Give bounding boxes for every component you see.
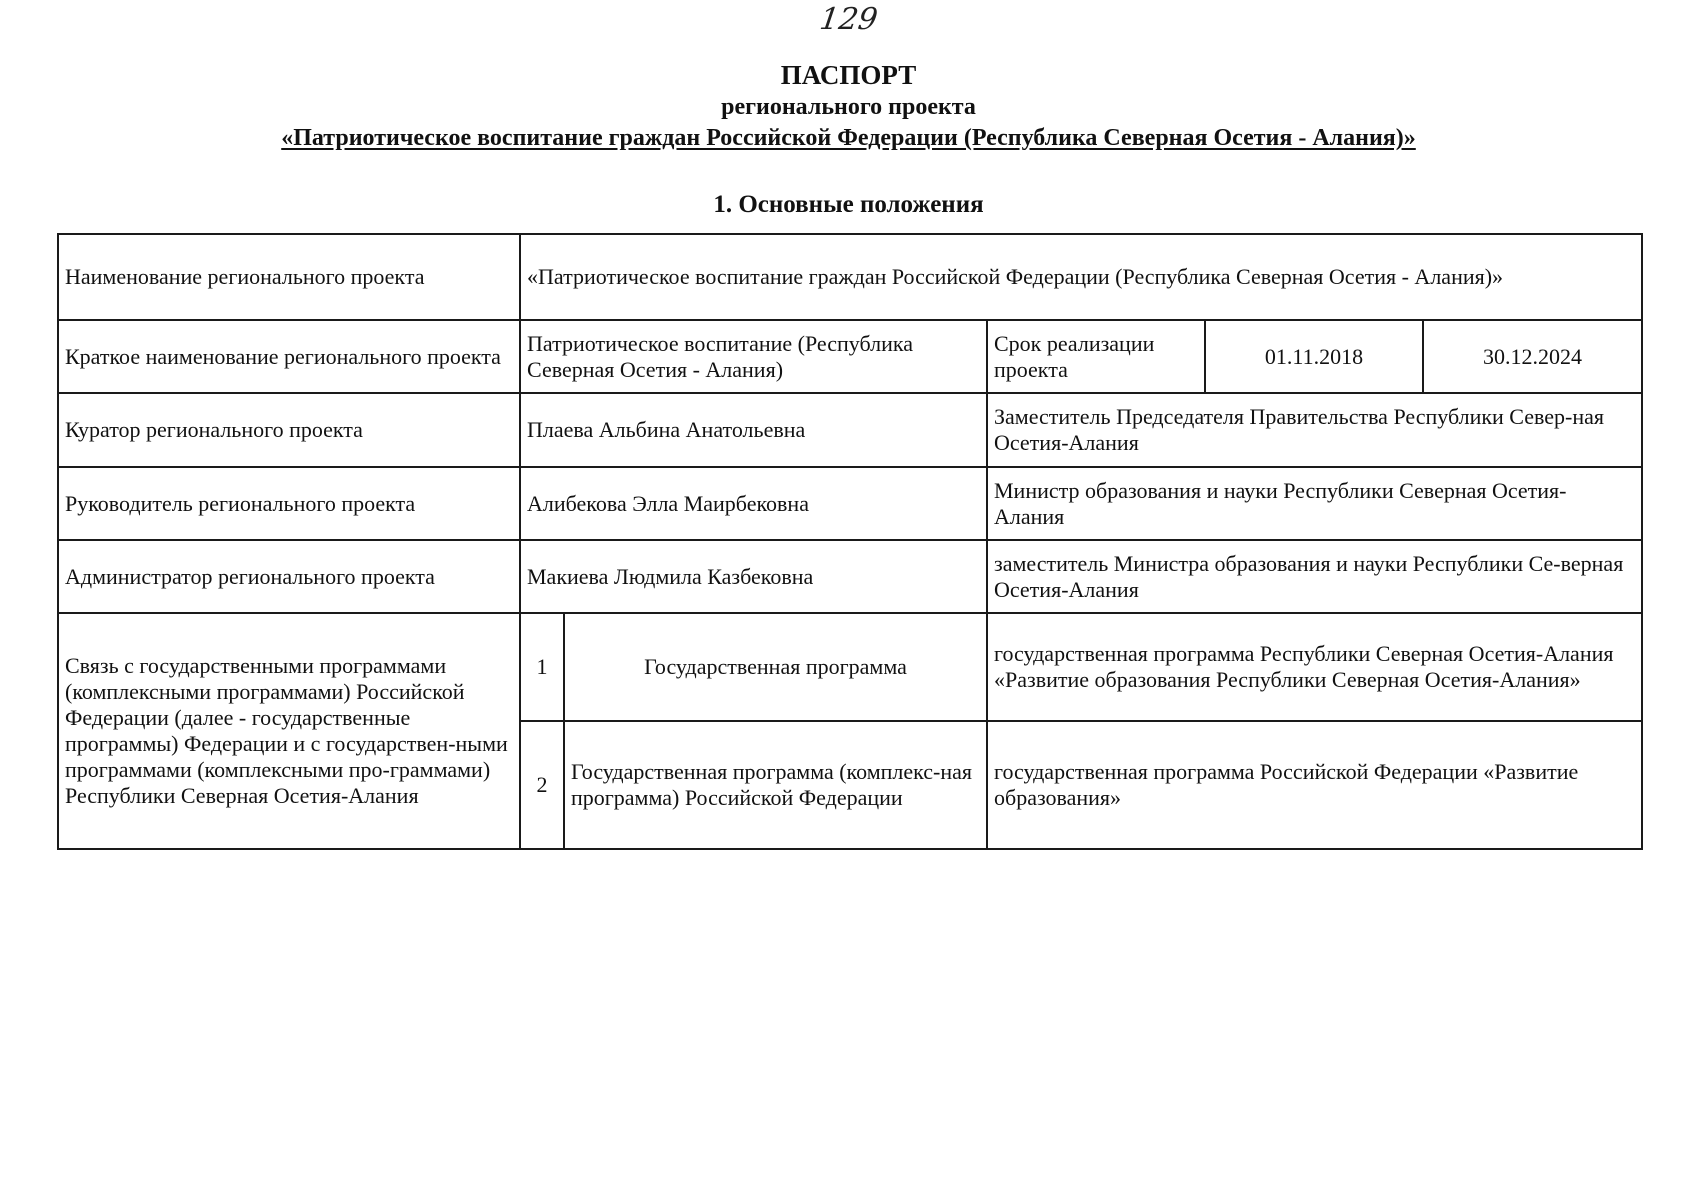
programs-label-cell: Связь с государственными программами (комплексными программами) Российской Федерации (далее - государственные программы) Федерации и с государствен-ными программами (комплексными про-граммами) Республики Северная Осетия-Алания	[58, 613, 520, 849]
head-name-cell: Алибекова Элла Маирбековна	[520, 467, 987, 540]
page-number-handwritten: 129	[817, 2, 880, 37]
head-label-cell: Руководитель регионального проекта	[58, 467, 520, 540]
admin-label-cell: Администратор регионального проекта	[58, 540, 520, 613]
document-title-block	[0, 58, 1697, 154]
program-number-cell: 2	[520, 721, 564, 849]
document-subtitle: регионального проекта	[721, 94, 976, 120]
section-heading: 1. Основные положения	[713, 191, 984, 218]
project-full-name: «Патриотическое воспитание граждан Российской Федерации (Республика Северная Осетия - Алания)»	[281, 125, 1416, 151]
table-row	[58, 234, 1642, 320]
name-value-cell: «Патриотическое воспитание граждан Российской Федерации (Республика Северная Осетия - Алания)»	[520, 234, 1642, 320]
period-label-cell: Срок реализации проекта	[987, 320, 1205, 393]
program-value-cell: государственная программа Республики Северная Осетия-Алания «Развитие образования Республики Северная Осетия-Алания»	[987, 613, 1642, 721]
period-start-cell: 01.11.2018	[1205, 320, 1423, 393]
table-row	[58, 540, 1642, 613]
admin-name-cell: Макиева Людмила Казбековна	[520, 540, 987, 613]
curator-label-cell: Куратор регионального проекта	[58, 393, 520, 467]
table-row	[58, 467, 1642, 540]
short-name-value-cell: Патриотическое воспитание (Республика Северная Осетия - Алания)	[520, 320, 987, 393]
passport-table	[57, 233, 1643, 850]
document-title: ПАСПОРТ	[780, 60, 917, 90]
curator-name-cell: Плаева Альбина Анатольевна	[520, 393, 987, 467]
curator-position-cell: Заместитель Председателя Правительства Республики Север-ная Осетия-Алания	[987, 393, 1642, 467]
name-label-cell: Наименование регионального проекта	[58, 234, 520, 320]
program-type-cell: Государственная программа	[564, 613, 987, 721]
table-row	[58, 613, 1642, 721]
head-position-cell: Министр образования и науки Республики Северная Осетия-Алания	[987, 467, 1642, 540]
table-row	[58, 320, 1642, 393]
admin-position-cell: заместитель Министра образования и науки Республики Се-верная Осетия-Алания	[987, 540, 1642, 613]
program-value-cell: государственная программа Российской Федерации «Развитие образования»	[987, 721, 1642, 849]
table-row	[58, 393, 1642, 467]
program-type-cell: Государственная программа (комплекс-ная программа) Российской Федерации	[564, 721, 987, 849]
period-end-cell: 30.12.2024	[1423, 320, 1642, 393]
program-number-cell: 1	[520, 613, 564, 721]
short-name-label-cell: Краткое наименование регионального проекта	[58, 320, 520, 393]
